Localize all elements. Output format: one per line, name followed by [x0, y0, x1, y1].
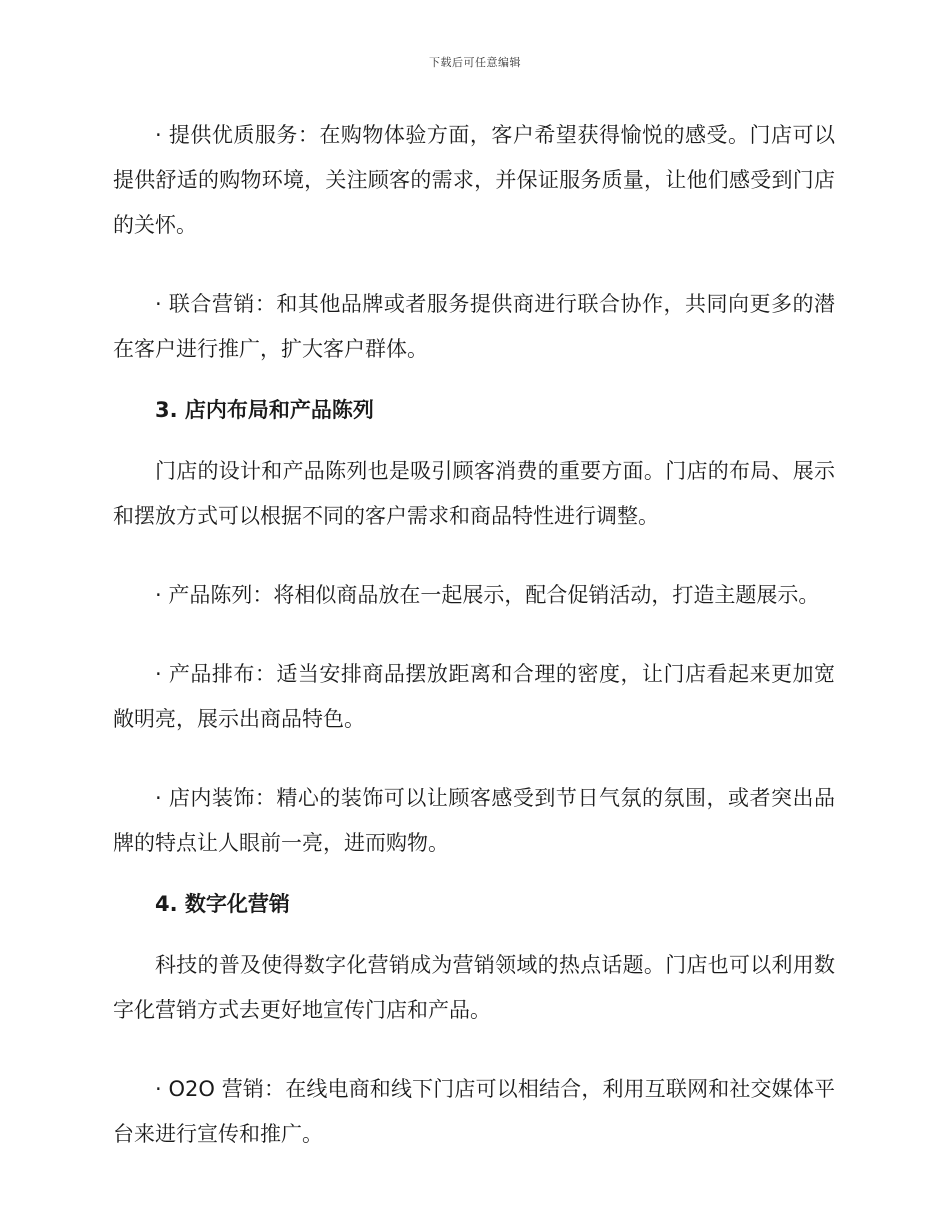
paragraph-o2o-marketing: · O2O 营销：在线电商和线下门店可以相结合，利用互联网和社交媒体平台来进行宣传和推广。: [113, 1077, 835, 1146]
document-body: [113, 113, 835, 1191]
paragraph-product-arrangement: · 产品排布：适当安排商品摆放距离和合理的密度，让门店看起来更加宽敞明亮，展示出商品特色。: [113, 662, 835, 731]
page-header-note: 下载后可任意编辑: [429, 56, 521, 69]
paragraph-product-display: · 产品陈列：将相似商品放在一起展示，配合促销活动，打造主题展示。: [155, 583, 820, 607]
section-heading-digital-marketing: 4. 数字化营销: [155, 892, 290, 916]
paragraph-store-decoration: · 店内装饰：精心的装饰可以让顾客感受到节日气氛的氛围，或者突出品牌的特点让人眼前一亮，进而购物。: [113, 786, 835, 855]
paragraph-store-layout-intro: 门店的设计和产品陈列也是吸引顾客消费的重要方面。门店的布局、展示和摆放方式可以根据不同的客户需求和商品特性进行调整。: [113, 459, 835, 528]
paragraph-joint-marketing: · 联合营销：和其他品牌或者服务提供商进行联合协作，共同向更多的潜在客户进行推广，扩大客户群体。: [113, 292, 835, 361]
paragraph-quality-service: · 提供优质服务：在购物体验方面，客户希望获得愉悦的感受。门店可以提供舒适的购物环境，关注顾客的需求，并保证服务质量，让他们感受到门店的关怀。: [113, 123, 835, 237]
paragraph-digital-marketing-intro: 科技的普及使得数字化营销成为营销领域的热点话题。门店也可以利用数字化营销方式去更好地宣传门店和产品。: [113, 953, 835, 1022]
section-heading-store-layout: 3. 店内布局和产品陈列: [155, 398, 374, 422]
